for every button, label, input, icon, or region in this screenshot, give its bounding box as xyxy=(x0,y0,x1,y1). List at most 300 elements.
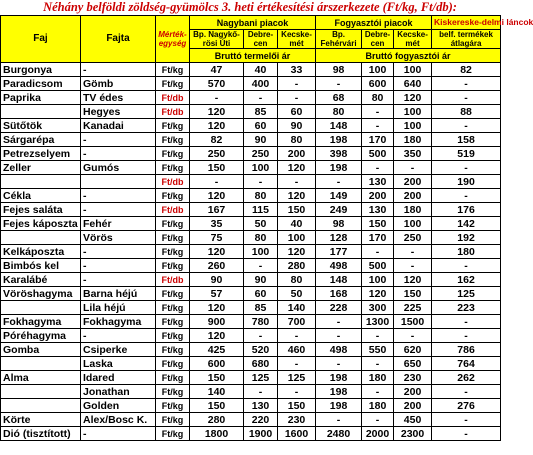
cell-price: - xyxy=(244,259,278,273)
cell-price: - xyxy=(432,413,501,427)
cell-price: - xyxy=(432,189,501,203)
cell-price: - xyxy=(244,175,278,189)
cell-price: 60 xyxy=(244,287,278,301)
cell-price: 519 xyxy=(432,147,501,161)
cell-price: - xyxy=(190,175,244,189)
cell-faj xyxy=(1,385,81,399)
cell-price: 80 xyxy=(362,91,394,105)
cell-fajta: - xyxy=(81,133,156,147)
cell-price: 98 xyxy=(316,63,362,77)
cell-price: - xyxy=(244,91,278,105)
table-row xyxy=(1,301,501,315)
cell-price: 130 xyxy=(362,175,394,189)
cell-price: 200 xyxy=(278,147,316,161)
cell-price: - xyxy=(316,357,362,371)
cell-price: 120 xyxy=(190,245,244,259)
cell-price: 88 xyxy=(432,105,501,119)
cell-faj xyxy=(1,357,81,371)
cell-price: 80 xyxy=(316,105,362,119)
cell-price: 120 xyxy=(190,329,244,343)
cell-unit: Ft/kg xyxy=(156,357,190,371)
cell-fajta: Csiperke xyxy=(81,343,156,357)
cell-price: 640 xyxy=(394,77,432,91)
cell-faj: Sárgarépa xyxy=(1,133,81,147)
table-row xyxy=(1,343,501,357)
cell-price: 1300 xyxy=(362,315,394,329)
cell-price: 700 xyxy=(278,315,316,329)
table-row xyxy=(1,203,501,217)
cell-faj: Fokhagyma xyxy=(1,315,81,329)
cell-price: - xyxy=(362,357,394,371)
cell-faj xyxy=(1,399,81,413)
cell-price: 100 xyxy=(394,63,432,77)
cell-price: 2480 xyxy=(316,427,362,441)
cell-price: 168 xyxy=(316,287,362,301)
cell-price: 198 xyxy=(316,399,362,413)
cell-unit: Ft/kg xyxy=(156,329,190,343)
header-wholesale-col: Kecske-mét xyxy=(278,30,316,49)
cell-unit: Ft/kg xyxy=(156,315,190,329)
cell-price: 250 xyxy=(190,147,244,161)
cell-price: 1600 xyxy=(278,427,316,441)
cell-price: 170 xyxy=(362,133,394,147)
header-consumer: Fogyasztói piacok xyxy=(316,16,432,30)
table-body xyxy=(1,63,501,441)
cell-price: 50 xyxy=(278,287,316,301)
cell-price: 120 xyxy=(190,189,244,203)
cell-price: - xyxy=(432,259,501,273)
cell-price: 90 xyxy=(244,133,278,147)
cell-price: - xyxy=(278,329,316,343)
cell-price: 125 xyxy=(244,371,278,385)
cell-price: 398 xyxy=(316,147,362,161)
cell-unit: Ft/db xyxy=(156,105,190,119)
cell-price: - xyxy=(244,329,278,343)
cell-faj: Petrezselyem xyxy=(1,147,81,161)
cell-unit: Ft/kg xyxy=(156,371,190,385)
cell-price: 120 xyxy=(190,301,244,315)
cell-faj: Gomba xyxy=(1,343,81,357)
cell-price: - xyxy=(278,357,316,371)
cell-price: 120 xyxy=(362,287,394,301)
cell-price: - xyxy=(432,161,501,175)
table-row xyxy=(1,287,501,301)
cell-price: 1900 xyxy=(244,427,278,441)
cell-price: 148 xyxy=(316,273,362,287)
cell-price: 100 xyxy=(362,273,394,287)
cell-price: 498 xyxy=(316,259,362,273)
cell-price: 50 xyxy=(244,217,278,231)
cell-price: 75 xyxy=(190,231,244,245)
cell-price: 100 xyxy=(244,161,278,175)
cell-price: 150 xyxy=(190,371,244,385)
cell-faj xyxy=(1,301,81,315)
table-row xyxy=(1,161,501,175)
cell-price: 280 xyxy=(190,413,244,427)
cell-unit: Ft/kg xyxy=(156,119,190,133)
header-fajta: Fajta xyxy=(81,16,156,63)
cell-unit: Ft/kg xyxy=(156,133,190,147)
cell-price: 142 xyxy=(432,217,501,231)
cell-price: 120 xyxy=(394,91,432,105)
cell-price: 68 xyxy=(316,91,362,105)
cell-fajta: - xyxy=(81,63,156,77)
cell-price: 190 xyxy=(432,175,501,189)
cell-price: 60 xyxy=(244,119,278,133)
cell-unit: Ft/db xyxy=(156,273,190,287)
cell-faj: Dió (tisztított) xyxy=(1,427,81,441)
table-row xyxy=(1,245,501,259)
cell-price: 230 xyxy=(394,371,432,385)
cell-price: 57 xyxy=(190,287,244,301)
cell-price: 158 xyxy=(432,133,501,147)
cell-price: - xyxy=(362,161,394,175)
cell-unit: Ft/kg xyxy=(156,217,190,231)
cell-price: 100 xyxy=(362,63,394,77)
table-row xyxy=(1,147,501,161)
cell-fajta: Gömb xyxy=(81,77,156,91)
cell-faj: Bimbós kel xyxy=(1,259,81,273)
cell-price: 35 xyxy=(190,217,244,231)
cell-price: 600 xyxy=(190,357,244,371)
cell-price: 425 xyxy=(190,343,244,357)
cell-faj: Paradicsom xyxy=(1,77,81,91)
cell-faj: Póréhagyma xyxy=(1,329,81,343)
cell-price: - xyxy=(432,329,501,343)
cell-price: - xyxy=(278,175,316,189)
cell-price: 90 xyxy=(278,119,316,133)
cell-fajta: TV édes xyxy=(81,91,156,105)
header-wholesale-col: Bp. Nagykő-rösi Úti xyxy=(190,30,244,49)
cell-unit: Ft/kg xyxy=(156,231,190,245)
cell-price: - xyxy=(394,329,432,343)
header-consumer-col: Kecske-mét xyxy=(394,30,432,49)
cell-faj xyxy=(1,231,81,245)
cell-price: 460 xyxy=(278,343,316,357)
cell-fajta: - xyxy=(81,189,156,203)
cell-fajta: Gumós xyxy=(81,161,156,175)
table-row xyxy=(1,217,501,231)
cell-unit: Ft/kg xyxy=(156,259,190,273)
cell-price: 140 xyxy=(278,301,316,315)
cell-price: 180 xyxy=(432,245,501,259)
cell-price: 228 xyxy=(316,301,362,315)
cell-price: 150 xyxy=(278,399,316,413)
cell-fajta xyxy=(81,175,156,189)
table-row xyxy=(1,119,501,133)
cell-price: - xyxy=(432,91,501,105)
cell-price: - xyxy=(362,119,394,133)
cell-price: 170 xyxy=(362,231,394,245)
cell-price: - xyxy=(432,427,501,441)
cell-price: 80 xyxy=(278,133,316,147)
table-row xyxy=(1,259,501,273)
table-row xyxy=(1,329,501,343)
cell-price: 780 xyxy=(244,315,278,329)
table-row xyxy=(1,427,501,441)
table-row xyxy=(1,371,501,385)
cell-fajta: - xyxy=(81,259,156,273)
cell-fajta: Alex/Bosc K. xyxy=(81,413,156,427)
cell-price: 350 xyxy=(394,147,432,161)
cell-price: 200 xyxy=(394,385,432,399)
cell-price: 786 xyxy=(432,343,501,357)
cell-unit: Ft/kg xyxy=(156,413,190,427)
cell-price: 125 xyxy=(432,287,501,301)
cell-price: 167 xyxy=(190,203,244,217)
cell-unit: Ft/kg xyxy=(156,189,190,203)
cell-price: 262 xyxy=(432,371,501,385)
cell-price: 180 xyxy=(394,133,432,147)
cell-price: 200 xyxy=(394,399,432,413)
cell-price: 198 xyxy=(316,371,362,385)
table-row xyxy=(1,399,501,413)
cell-unit: Ft/db xyxy=(156,91,190,105)
cell-price: 550 xyxy=(362,343,394,357)
cell-price: 450 xyxy=(394,413,432,427)
cell-price: - xyxy=(394,245,432,259)
cell-price: 498 xyxy=(316,343,362,357)
cell-price: 85 xyxy=(244,105,278,119)
cell-fajta: - xyxy=(81,203,156,217)
cell-price: - xyxy=(316,329,362,343)
cell-price: 148 xyxy=(316,119,362,133)
cell-price: - xyxy=(394,259,432,273)
cell-price: 680 xyxy=(244,357,278,371)
table-row xyxy=(1,105,501,119)
cell-price: 82 xyxy=(190,133,244,147)
cell-fajta: Vörös xyxy=(81,231,156,245)
cell-price: 120 xyxy=(394,273,432,287)
cell-price: 85 xyxy=(244,301,278,315)
cell-unit: Ft/kg xyxy=(156,161,190,175)
cell-price: 176 xyxy=(432,203,501,217)
cell-price: 177 xyxy=(316,245,362,259)
cell-price: 500 xyxy=(362,259,394,273)
cell-price: 100 xyxy=(244,245,278,259)
cell-price: - xyxy=(278,385,316,399)
header-consumer-col: Bp. Fehérvári xyxy=(316,30,362,49)
cell-fajta: - xyxy=(81,427,156,441)
cell-price: 80 xyxy=(278,273,316,287)
cell-price: 230 xyxy=(278,413,316,427)
cell-price: 120 xyxy=(278,189,316,203)
cell-price: 225 xyxy=(394,301,432,315)
table-row xyxy=(1,273,501,287)
cell-unit: Ft/kg xyxy=(156,287,190,301)
cell-price: - xyxy=(432,385,501,399)
cell-price: - xyxy=(278,91,316,105)
cell-price: 60 xyxy=(278,105,316,119)
cell-faj xyxy=(1,175,81,189)
header-unit: Mérték-egység xyxy=(156,16,190,63)
header-wholesale-col: Debre-cen xyxy=(244,30,278,49)
table-row xyxy=(1,231,501,245)
cell-faj: Sütőtök xyxy=(1,119,81,133)
cell-price: 180 xyxy=(394,203,432,217)
price-table xyxy=(0,15,533,441)
cell-price: 200 xyxy=(394,189,432,203)
cell-price: 80 xyxy=(244,189,278,203)
cell-unit: Ft/kg xyxy=(156,301,190,315)
cell-faj: Zeller xyxy=(1,161,81,175)
header-faj: Faj xyxy=(1,16,81,63)
cell-price: 200 xyxy=(362,189,394,203)
cell-price: - xyxy=(362,385,394,399)
page-title: Néhány belföldi zöldség-gyümölcs 3. heti értékesítési árszerkezete (Ft/kg, Ft/db): xyxy=(43,0,457,14)
cell-price: 162 xyxy=(432,273,501,287)
cell-price: 250 xyxy=(394,231,432,245)
cell-price: - xyxy=(316,413,362,427)
cell-fajta: Kanadai xyxy=(81,119,156,133)
cell-price: 40 xyxy=(244,63,278,77)
cell-price: - xyxy=(244,385,278,399)
cell-price: - xyxy=(432,119,501,133)
cell-faj: Körte xyxy=(1,413,81,427)
cell-price: 192 xyxy=(432,231,501,245)
cell-price: 223 xyxy=(432,301,501,315)
cell-price: - xyxy=(316,77,362,91)
cell-price: 130 xyxy=(362,203,394,217)
cell-price: 570 xyxy=(190,77,244,91)
cell-price: - xyxy=(316,315,362,329)
cell-price: - xyxy=(362,105,394,119)
cell-price: 900 xyxy=(190,315,244,329)
header-consumer-col: Debre-cen xyxy=(362,30,394,49)
cell-price: 120 xyxy=(190,105,244,119)
cell-price: 150 xyxy=(394,287,432,301)
cell-price: 250 xyxy=(244,147,278,161)
table-row xyxy=(1,175,501,189)
cell-fajta: Idared xyxy=(81,371,156,385)
cell-price: 650 xyxy=(394,357,432,371)
cell-fajta: Fehér xyxy=(81,217,156,231)
cell-fajta: Lila héjú xyxy=(81,301,156,315)
cell-price: 100 xyxy=(394,105,432,119)
cell-fajta: Hegyes xyxy=(81,105,156,119)
header-retail-col: belf. termékek átlagára xyxy=(432,30,501,49)
cell-price: 180 xyxy=(362,399,394,413)
cell-price: 149 xyxy=(316,189,362,203)
cell-price: 198 xyxy=(316,161,362,175)
cell-price: 90 xyxy=(244,273,278,287)
cell-price: 520 xyxy=(244,343,278,357)
header-retail: Kiskereske-delmi láncok xyxy=(432,16,501,30)
cell-fajta: - xyxy=(81,245,156,259)
cell-price: - xyxy=(190,91,244,105)
cell-faj: Karalábé xyxy=(1,273,81,287)
cell-unit: Ft/db xyxy=(156,175,190,189)
cell-unit: Ft/kg xyxy=(156,343,190,357)
cell-unit: Ft/kg xyxy=(156,77,190,91)
cell-price: 140 xyxy=(190,385,244,399)
table-row xyxy=(1,189,501,203)
cell-price: 600 xyxy=(362,77,394,91)
cell-price: 115 xyxy=(244,203,278,217)
cell-price: 198 xyxy=(316,385,362,399)
cell-price: - xyxy=(316,175,362,189)
cell-fajta: Jonathan xyxy=(81,385,156,399)
cell-unit: Ft/db xyxy=(156,203,190,217)
cell-price: 500 xyxy=(362,147,394,161)
cell-faj: Alma xyxy=(1,371,81,385)
cell-price: - xyxy=(394,161,432,175)
cell-faj: Paprika xyxy=(1,91,81,105)
cell-fajta: - xyxy=(81,329,156,343)
cell-unit: Ft/kg xyxy=(156,427,190,441)
cell-price: - xyxy=(362,245,394,259)
cell-price: 400 xyxy=(244,77,278,91)
cell-faj: Burgonya xyxy=(1,63,81,77)
table-row xyxy=(1,357,501,371)
header-brutto-termeloi: Bruttó termelői ár xyxy=(190,49,316,63)
cell-price: - xyxy=(362,329,394,343)
cell-price: 150 xyxy=(278,203,316,217)
cell-price: 82 xyxy=(432,63,501,77)
table-row xyxy=(1,315,501,329)
cell-price: 100 xyxy=(394,119,432,133)
cell-price: 280 xyxy=(278,259,316,273)
cell-fajta: Barna héjú xyxy=(81,287,156,301)
header-wholesale: Nagybani piacok xyxy=(190,16,316,30)
cell-fajta: Golden xyxy=(81,399,156,413)
cell-faj: Fejes káposzta xyxy=(1,217,81,231)
table-row xyxy=(1,63,501,77)
cell-price: 300 xyxy=(362,301,394,315)
table-row xyxy=(1,385,501,399)
cell-price: 120 xyxy=(278,161,316,175)
cell-unit: Ft/kg xyxy=(156,245,190,259)
cell-price: - xyxy=(432,315,501,329)
cell-price: 2300 xyxy=(394,427,432,441)
cell-price: 120 xyxy=(278,245,316,259)
cell-price: 180 xyxy=(362,371,394,385)
table-row xyxy=(1,413,501,427)
cell-price: 276 xyxy=(432,399,501,413)
cell-price: 1800 xyxy=(190,427,244,441)
cell-faj: Cékla xyxy=(1,189,81,203)
cell-faj: Vöröshagyma xyxy=(1,287,81,301)
header-brutto-fogyasztoi: Bruttó fogyasztói ár xyxy=(316,49,501,63)
cell-fajta: - xyxy=(81,147,156,161)
cell-fajta: - xyxy=(81,273,156,287)
cell-price: 33 xyxy=(278,63,316,77)
cell-faj: Kelkáposzta xyxy=(1,245,81,259)
cell-price: 2000 xyxy=(362,427,394,441)
cell-price: 98 xyxy=(316,217,362,231)
cell-price: 260 xyxy=(190,259,244,273)
cell-unit: Ft/kg xyxy=(156,147,190,161)
cell-price: 150 xyxy=(362,217,394,231)
cell-price: - xyxy=(362,413,394,427)
cell-unit: Ft/kg xyxy=(156,63,190,77)
cell-price: 764 xyxy=(432,357,501,371)
cell-price: 130 xyxy=(244,399,278,413)
table-row xyxy=(1,91,501,105)
cell-price: 220 xyxy=(244,413,278,427)
cell-faj xyxy=(1,105,81,119)
cell-price: 620 xyxy=(394,343,432,357)
cell-faj: Fejes saláta xyxy=(1,203,81,217)
cell-price: 249 xyxy=(316,203,362,217)
cell-price: 1500 xyxy=(394,315,432,329)
cell-price: 90 xyxy=(190,273,244,287)
cell-price: - xyxy=(432,77,501,91)
cell-price: 198 xyxy=(316,133,362,147)
cell-fajta: Laska xyxy=(81,357,156,371)
cell-price: 120 xyxy=(190,119,244,133)
cell-price: 80 xyxy=(244,231,278,245)
